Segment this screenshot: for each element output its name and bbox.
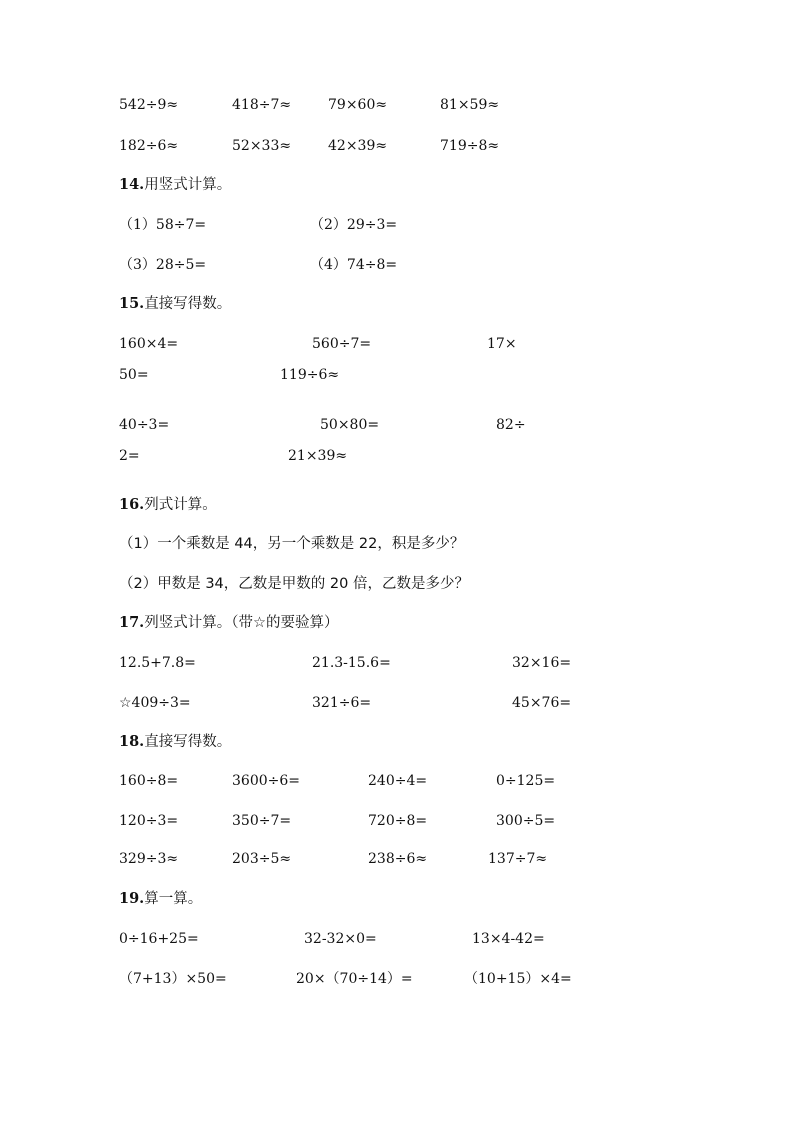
expression: 321÷6= bbox=[312, 695, 372, 711]
expression: 79×60≈ bbox=[328, 97, 388, 113]
expression: 3600÷6= bbox=[232, 773, 300, 789]
question-19-heading bbox=[119, 890, 202, 908]
expression: 240÷4= bbox=[368, 773, 428, 789]
expression: 238÷6≈ bbox=[368, 851, 428, 867]
question-number: 15. bbox=[119, 295, 145, 312]
expression: （7+13）×50= bbox=[119, 971, 227, 987]
question-number: 17. bbox=[119, 614, 145, 631]
question-title: 列式计算。 bbox=[144, 497, 217, 513]
expression: 32-32×0= bbox=[304, 931, 377, 947]
expression: （2）29÷3= bbox=[310, 217, 398, 233]
question-title: 直接写得数。 bbox=[144, 296, 232, 312]
expression: 119÷6≈ bbox=[280, 367, 340, 383]
expression: 45×76= bbox=[512, 695, 572, 711]
expression: 50×80= bbox=[320, 417, 380, 433]
expression: 12.5+7.8= bbox=[119, 655, 196, 671]
expression: 42×39≈ bbox=[328, 138, 388, 154]
question-number: 14. bbox=[119, 176, 145, 193]
expression: 21.3-15.6= bbox=[312, 655, 391, 671]
expression: 0÷125= bbox=[496, 773, 556, 789]
expression: （1）58÷7= bbox=[119, 217, 207, 233]
expression: （4）74÷8= bbox=[310, 257, 398, 273]
question-18-heading bbox=[119, 733, 231, 751]
question-title: 用竖式计算。 bbox=[144, 177, 232, 193]
expression: 52×33≈ bbox=[232, 138, 292, 154]
expression: 17× bbox=[487, 336, 517, 352]
expression: （10+15）×4= bbox=[464, 971, 572, 987]
expression: 300÷5= bbox=[496, 813, 556, 829]
expression: 50= bbox=[119, 367, 149, 383]
question-number: 16. bbox=[119, 496, 145, 513]
expression: 418÷7≈ bbox=[232, 97, 292, 113]
expression: 720÷8= bbox=[368, 813, 428, 829]
expression: 160÷8= bbox=[119, 773, 179, 789]
expression: 40÷3= bbox=[119, 417, 170, 433]
expression: 21×39≈ bbox=[288, 448, 348, 464]
question-17-heading bbox=[119, 614, 338, 632]
expression: 182÷6≈ bbox=[119, 138, 179, 154]
expression: ☆409÷3= bbox=[119, 695, 191, 711]
question-title: 列竖式计算。（带☆的要验算） bbox=[144, 615, 339, 631]
expression: 32×16= bbox=[512, 655, 572, 671]
question-title: 算一算。 bbox=[144, 891, 203, 907]
expression: （3）28÷5= bbox=[119, 257, 207, 273]
word-problem: （1）一个乘数是 44，另一个乘数是 22，积是多少？ bbox=[119, 536, 465, 552]
expression: 542÷9≈ bbox=[119, 97, 179, 113]
question-title: 直接写得数。 bbox=[144, 734, 232, 750]
question-number: 18. bbox=[119, 733, 145, 750]
expression: 82÷ bbox=[496, 417, 526, 433]
expression: 2= bbox=[119, 448, 140, 464]
expression: 120÷3= bbox=[119, 813, 179, 829]
expression: 719÷8≈ bbox=[440, 138, 500, 154]
expression: 203÷5≈ bbox=[232, 851, 292, 867]
question-14-heading bbox=[119, 176, 231, 194]
expression: 13×4-42= bbox=[472, 931, 545, 947]
expression: 329÷3≈ bbox=[119, 851, 179, 867]
expression: 0÷16+25= bbox=[119, 931, 199, 947]
question-15-heading bbox=[119, 295, 231, 313]
expression: 137÷7≈ bbox=[488, 851, 548, 867]
expression: 350÷7= bbox=[232, 813, 292, 829]
expression: 160×4= bbox=[119, 336, 179, 352]
question-16-heading bbox=[119, 496, 217, 514]
expression: 81×59≈ bbox=[440, 97, 500, 113]
question-number: 19. bbox=[119, 890, 145, 907]
expression: 560÷7= bbox=[312, 336, 372, 352]
word-problem: （2）甲数是 34，乙数是甲数的 20 倍，乙数是多少？ bbox=[119, 576, 469, 592]
expression: 20×（70÷14）= bbox=[296, 971, 413, 987]
